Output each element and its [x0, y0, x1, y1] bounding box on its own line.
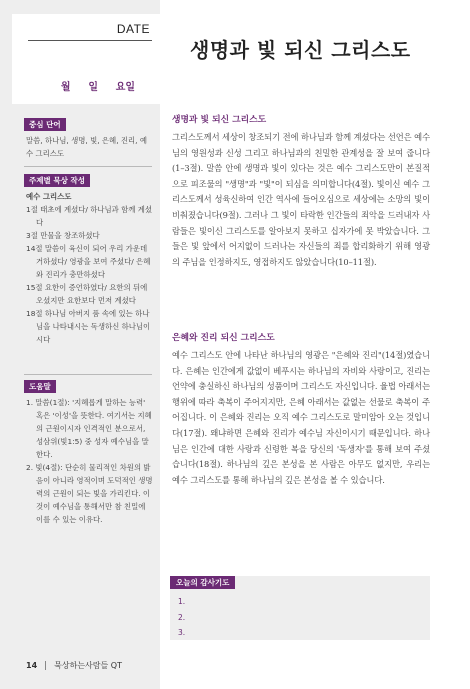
divider	[24, 166, 152, 167]
section-heading: 은혜와 진리 되신 그리스도	[172, 333, 275, 343]
help-tag: 도움말	[24, 380, 56, 393]
footer	[26, 660, 122, 671]
prayer-lines	[178, 594, 185, 641]
help-item: 2. 빛(4절): 단순히 물리적인 차원의 밝음이 아니라 영적이며 도덕적인 생명력의 근원이 되는 빛을 가리킨다. 이것이 예수님을 통해서만 참 친밀에 이를 수 있는 이유다.	[26, 463, 153, 524]
divider	[24, 374, 152, 375]
section-life-light	[172, 112, 430, 270]
prayer-tag: 오늘의 감사기도	[170, 576, 235, 589]
date-fields	[12, 78, 160, 93]
structure-title: 예수 그리스도	[26, 192, 72, 201]
weekday-label: 요일	[115, 82, 136, 93]
help-item: 1. 말씀(1절): '지혜롭게 말하는 능력' 혹은 '이성'을 뜻한다. 여기서는 지혜의 근원이시자 인격적인 분으로서, 성삼위(빛1:5) 중 성자 예수님을 말한다.	[26, 398, 152, 459]
structure-item: 3절 만물을 창조하셨다	[26, 231, 100, 240]
key-words-tag: 중심 단어	[24, 118, 66, 131]
publication-name: 묵상하는사람들 QT	[54, 661, 122, 670]
day-label: 일	[88, 82, 98, 93]
page-title: 생명과 빛 되신 그리스도	[190, 38, 411, 62]
structure-item: 14절 말씀이 육신이 되어 우리 가운데 거하셨다/ 영광을 보여 주셨다/ 은혜와 진리가 충만하셨다	[26, 244, 151, 279]
prayer-box	[170, 576, 430, 640]
date-box	[12, 14, 160, 104]
structure-item: 15절 요한이 증언하였다/ 요한의 뒤에 오셨지만 요한보다 먼저 계셨다	[26, 283, 148, 305]
page-number: 14	[26, 661, 38, 670]
sidebar	[0, 0, 160, 689]
footer-divider	[45, 661, 46, 670]
structure-item: 1절 태초에 계셨다/ 하나님과 함께 계셨다	[26, 205, 153, 227]
help-list	[26, 396, 154, 526]
section-heading: 생명과 빛 되신 그리스도	[172, 115, 267, 125]
structure-list	[26, 190, 154, 346]
date-divider	[28, 40, 152, 41]
prayer-line: 3.	[178, 628, 186, 637]
prayer-line: 1.	[178, 597, 186, 606]
prayer-line: 2.	[178, 612, 186, 622]
month-label: 월	[60, 82, 71, 93]
structure-item: 18절 하나님 아버지 품 속에 있는 하나님을 나타내시는 독생하신 하나님이시다	[26, 309, 151, 344]
date-label: DATE	[116, 22, 150, 36]
section-body: 예수 그리스도 안에 나타난 하나님의 영광은 "은혜와 진리"(14절)였습니다. 은혜는 인간에게 값없이 베푸시는 하나님의 자비와 사랑이고, 진리는 언약에 충실하신 하나님의 성품이며 그리스도 자신입니다. 율법 아래서는 행위에 따라 축복이 주어지지만, 은혜 아래서는 값없는 선물로 축복이 주어집니다. 이 은혜와 진리는 오직 예수 그리스도로 말미암아 오는 것입니다(17절). 왜냐하면 은혜와 진리가 예수님 자신이시기 때문입니다. 하나님은 인간에 대한 사랑과 신령한 복을 당신의 '독생자'를 통해 보여 주셨습니다(18절). 하나님의 깊은 본성을 본 사람은 아무도 없지만, 우리는 예수 그리스도를 통해 하나님의 깊은 본성을 볼 수 있습니다.	[172, 350, 430, 485]
structure-tag: 주제별 묵상 작성	[24, 174, 90, 187]
section-body: 그리스도께서 세상이 창조되기 전에 하나님과 함께 계셨다는 선언은 예수님의 영원성과 신성 그리고 하나님과의 친밀한 관계성을 잘 보여 줍니다(1–3절). 말씀 안에 생명과 빛이 있다는 것은 예수 그리스도만이 본질적으로 피조물의 "생명"과 "빛"이 되심을 의미합니다(4절). 빛이신 예수 그리스도께서 성육신하여 인간 역사에 들어오심으로 세상에는 소망의 빛이 비춰졌습니다(9절). 그러나 그 빛이 타락한 인간들의 죄악을 드러내자 사람들은 빛이신 그리스도를 알아보지 못하고 십자가에 못 박았습니다. 그들은 빛 앞에서 어지없이 드러나는 자신들의 죄를 합리화하기 위해 영광의 주님을 인정하지도, 영접하지도 않았습니다(10–11절).	[172, 132, 430, 267]
key-words-text: 말씀, 하나님, 생명, 빛, 은혜, 진리, 예수 그리스도	[26, 136, 148, 158]
section-grace-truth	[172, 330, 430, 488]
